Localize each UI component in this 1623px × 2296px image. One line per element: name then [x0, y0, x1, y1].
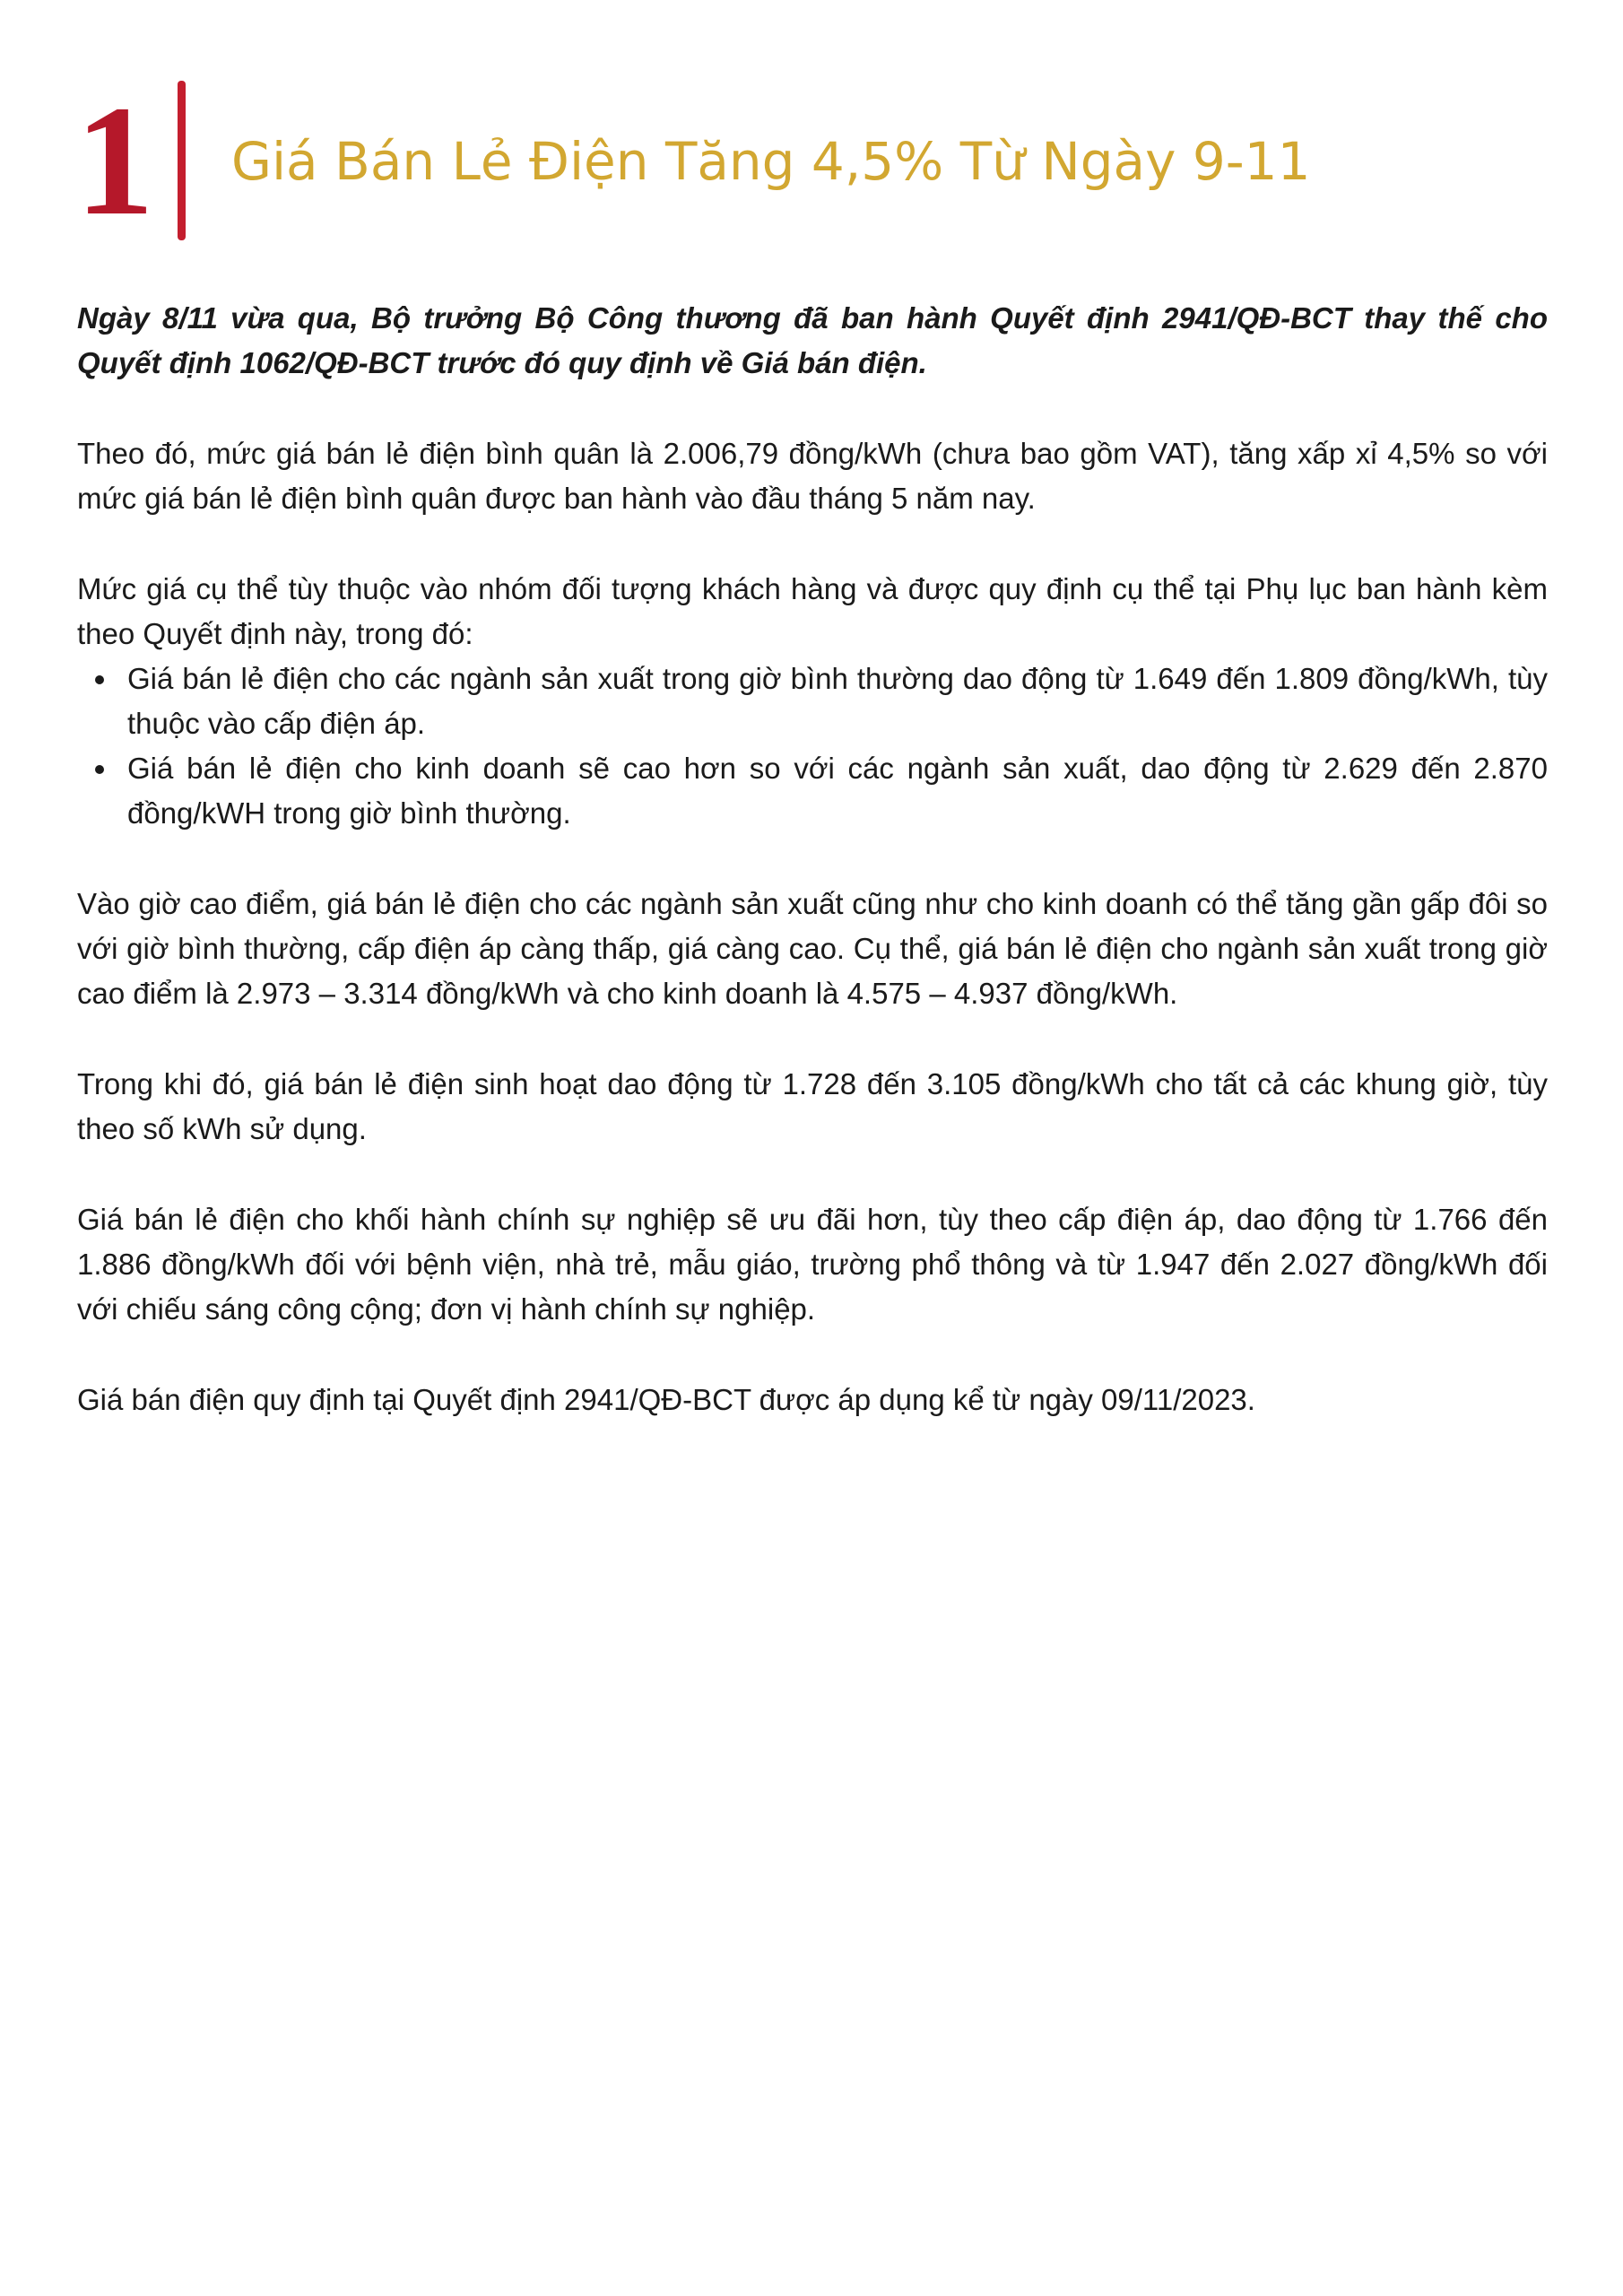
paragraph-administrative: Giá bán lẻ điện cho khối hành chính sự nghiệp sẽ ưu đãi hơn, tùy theo cấp điện áp, dao động từ 1.766 đến 1.886 đồng/kWh đối với bệnh viện, nhà trẻ, mẫu giáo, trường phổ thông và từ 1.947 đến 2.027 đồng/kWh đối với chiếu sáng công cộng; đơn vị hành chính sự nghiệp.: [77, 1203, 1548, 1326]
list-item-text: Giá bán lẻ điện cho các ngành sản xuất trong giờ bình thường dao động từ 1.649 đến 1.809 đồng/kWh, tùy thuộc vào cấp điện áp.: [127, 662, 1548, 740]
section-number: 1: [75, 74, 151, 248]
bullet-icon: [95, 765, 104, 774]
paragraph-residential: Trong khi đó, giá bán lẻ điện sinh hoạt dao động từ 1.728 đến 3.105 đồng/kWh cho tất cả các khung giờ, tùy theo số kWh sử dụng.: [77, 1067, 1548, 1145]
section-header: [75, 74, 1546, 248]
list-item: [77, 746, 1548, 836]
article-body: [77, 296, 1548, 1468]
bullet-icon: [95, 675, 104, 684]
list-item-text: Giá bán lẻ điện cho kinh doanh sẽ cao hơn so với các ngành sản xuất, dao động từ 2.629 đến 2.870 đồng/kWH trong giờ bình thường.: [127, 752, 1548, 830]
list-item: [77, 657, 1548, 746]
paragraph-average-price: Theo đó, mức giá bán lẻ điện bình quân là 2.006,79 đồng/kWh (chưa bao gồm VAT), tăng xấp xỉ 4,5% so với mức giá bán lẻ điện bình quân được ban hành vào đầu tháng 5 năm nay.: [77, 437, 1548, 515]
price-bullet-list: [77, 657, 1548, 836]
header-divider-bar: [178, 81, 186, 240]
lead-paragraph: Ngày 8/11 vừa qua, Bộ trưởng Bộ Công thương đã ban hành Quyết định 2941/QĐ-BCT thay thế cho Quyết định 1062/QĐ-BCT trước đó quy định về Giá bán điện.: [77, 301, 1548, 379]
paragraph-peak-hours: Vào giờ cao điểm, giá bán lẻ điện cho các ngành sản xuất cũng như cho kinh doanh có thể tăng gần gấp đôi so với giờ bình thường, cấp điện áp càng thấp, giá càng cao. Cụ thể, giá bán lẻ điện cho ngành sản xuất trong giờ cao điểm là 2.973 – 3.314 đồng/kWh và cho kinh doanh là 4.575 – 4.937 đồng/kWh.: [77, 887, 1548, 1010]
section-title: Giá Bán Lẻ Điện Tăng 4,5% Từ Ngày 9-11: [231, 131, 1311, 192]
paragraph-price-groups-intro: Mức giá cụ thể tùy thuộc vào nhóm đối tượng khách hàng và được quy định cụ thể tại Phụ lục ban hành kèm theo Quyết định này, trong đó:: [77, 572, 1548, 650]
paragraph-effective-date: Giá bán điện quy định tại Quyết định 2941/QĐ-BCT được áp dụng kể từ ngày 09/11/2023.: [77, 1383, 1255, 1416]
